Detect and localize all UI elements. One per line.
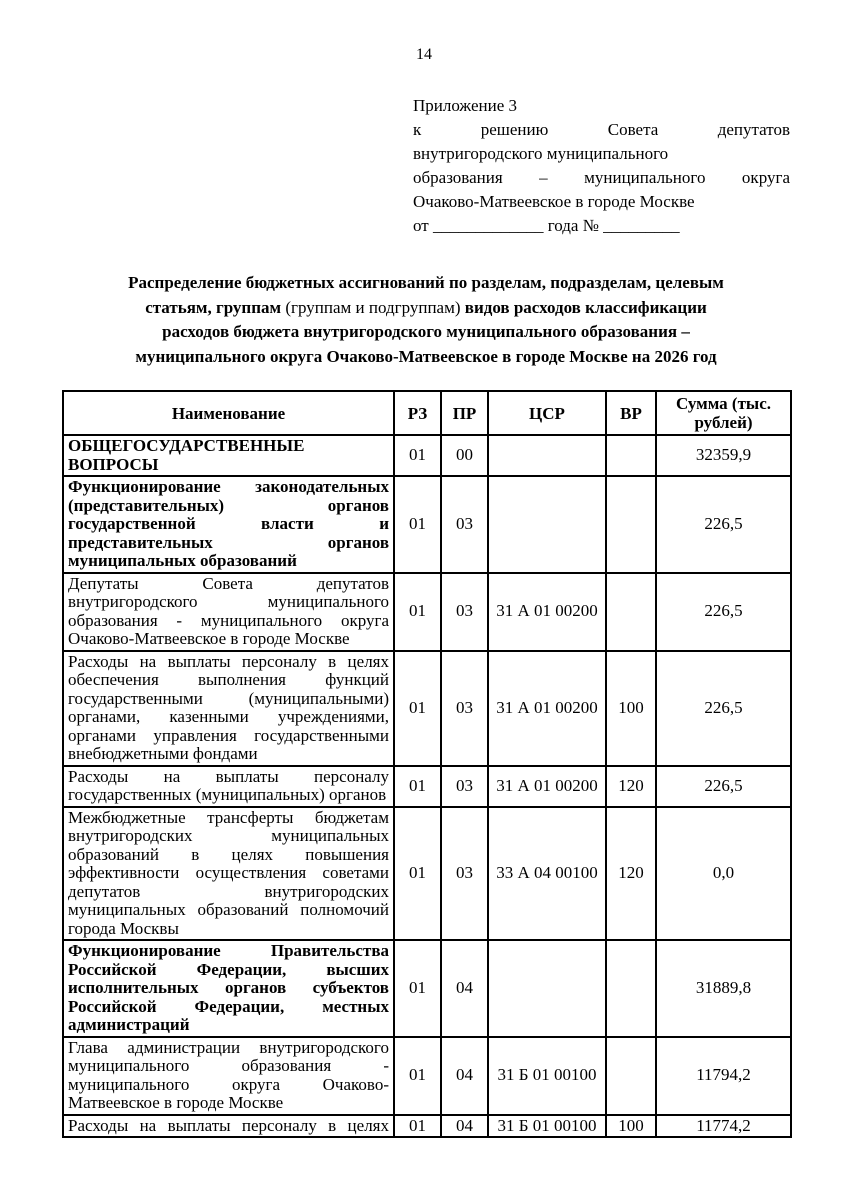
table-row — [63, 651, 791, 766]
page-number: 14 — [416, 46, 432, 63]
cell-rz: 01 — [394, 1037, 441, 1115]
cell-vr: 120 — [606, 807, 656, 941]
cell-vr — [606, 435, 656, 476]
cell-name: Межбюджетные трансферты бюджетам внутригородских муниципальных образований в целях повышения эффективности осуществления советами депутатов внутригородских муниципальных образований полномочий города Москвы — [63, 807, 394, 941]
appendix-line: Приложение 3 — [413, 96, 517, 115]
cell-pr: 03 — [441, 573, 488, 651]
cell-sum: 31889,8 — [656, 940, 791, 1037]
column-header-pr: ПР — [441, 391, 488, 435]
cell-vr: 100 — [606, 1115, 656, 1138]
table-row — [63, 1115, 791, 1138]
cell-vr — [606, 1037, 656, 1115]
cell-csr: 31 А 01 00200 — [488, 766, 606, 807]
title-line: Распределение бюджетных ассигнований по разделам, подразделам, целевым — [128, 273, 724, 292]
appendix-date-line: от _____________ года № _________ — [413, 216, 680, 235]
table-row — [63, 940, 791, 1037]
cell-name: ОБЩЕГОСУДАРСТВЕННЫЕ ВОПРОСЫ — [63, 435, 394, 476]
title-line: расходов бюджета внутригородского муниципального образования – — [162, 322, 690, 341]
appendix-line: Очаково-Матвеевское в городе Москве — [413, 192, 695, 211]
column-header-name: Наименование — [63, 391, 394, 435]
cell-pr: 03 — [441, 651, 488, 766]
title-segment: статьям, группам — [145, 297, 286, 317]
title-line — [62, 296, 790, 321]
cell-sum: 226,5 — [656, 651, 791, 766]
cell-csr: 31 А 01 00200 — [488, 651, 606, 766]
cell-name: Функционирование Правительства Российской Федерации, высших исполнительных органов субъектов Российской Федерации, местных администраций — [63, 940, 394, 1037]
column-header-rz: РЗ — [394, 391, 441, 435]
table-row — [63, 435, 791, 476]
cell-pr: 04 — [441, 940, 488, 1037]
cell-pr: 00 — [441, 435, 488, 476]
cell-rz: 01 — [394, 807, 441, 941]
cell-sum: 32359,9 — [656, 435, 791, 476]
cell-sum: 226,5 — [656, 766, 791, 807]
appendix-block — [413, 94, 790, 238]
cell-csr — [488, 940, 606, 1037]
column-header-sum: Сумма (тыс. рублей) — [656, 391, 791, 435]
cell-pr: 04 — [441, 1115, 488, 1138]
cell-pr: 03 — [441, 807, 488, 941]
cell-csr — [488, 476, 606, 573]
cell-sum: 226,5 — [656, 573, 791, 651]
cell-vr — [606, 940, 656, 1037]
cell-sum: 0,0 — [656, 807, 791, 941]
cell-rz: 01 — [394, 435, 441, 476]
table-row — [63, 766, 791, 807]
column-header-vr: ВР — [606, 391, 656, 435]
cell-name: Депутаты Совета депутатов внутригородского муниципального образования - муниципального округа Очаково-Матвеевское в городе Москве — [63, 573, 394, 651]
column-header-csr: ЦСР — [488, 391, 606, 435]
cell-rz: 01 — [394, 1115, 441, 1138]
cell-vr — [606, 573, 656, 651]
cell-rz: 01 — [394, 940, 441, 1037]
cell-name: Функционирование законодательных (представительных) органов государственной власти и представительных органов муниципальных образований — [63, 476, 394, 573]
title-segment-normal: (группам и подгруппам) — [285, 297, 461, 317]
cell-csr: 31 А 01 00200 — [488, 573, 606, 651]
cell-pr: 03 — [441, 476, 488, 573]
appendix-line: к решению Совета депутатов — [413, 120, 790, 139]
cell-name: Расходы на выплаты персоналу государственных (муниципальных) органов — [63, 766, 394, 807]
budget-table — [62, 390, 792, 1138]
cell-rz: 01 — [394, 573, 441, 651]
cell-pr: 03 — [441, 766, 488, 807]
cell-name: Расходы на выплаты персоналу в целях — [63, 1115, 394, 1138]
cell-vr: 100 — [606, 651, 656, 766]
cell-name: Глава администрации внутригородского муниципального образования - муниципального округа Очаково-Матвеевское в городе Москве — [63, 1037, 394, 1115]
cell-sum: 226,5 — [656, 476, 791, 573]
cell-rz: 01 — [394, 766, 441, 807]
table-row — [63, 476, 791, 573]
appendix-line: внутригородского муниципального — [413, 144, 669, 163]
budget-table-body — [63, 435, 791, 1137]
cell-csr: 33 А 04 00100 — [488, 807, 606, 941]
cell-rz: 01 — [394, 651, 441, 766]
cell-pr: 04 — [441, 1037, 488, 1115]
title-line: муниципального округа Очаково-Матвеевское в городе Москве на 2026 год — [135, 346, 717, 366]
appendix-line: образования – муниципального округа — [413, 168, 790, 187]
title-segment: видов расходов классификации — [460, 297, 707, 317]
cell-vr: 120 — [606, 766, 656, 807]
table-row — [63, 1037, 791, 1115]
table-row — [63, 573, 791, 651]
cell-csr: 31 Б 01 00100 — [488, 1037, 606, 1115]
cell-sum: 11774,2 — [656, 1115, 791, 1138]
cell-name: Расходы на выплаты персоналу в целях обеспечения выполнения функций государственными (муниципальными) органами, казенными учреждениями, органами управления государственными внебюджетными фондами — [63, 651, 394, 766]
cell-vr — [606, 476, 656, 573]
table-header-row — [63, 391, 791, 435]
cell-rz: 01 — [394, 476, 441, 573]
document-title — [62, 271, 790, 369]
table-row — [63, 807, 791, 941]
cell-sum: 11794,2 — [656, 1037, 791, 1115]
cell-csr: 31 Б 01 00100 — [488, 1115, 606, 1138]
cell-csr — [488, 435, 606, 476]
